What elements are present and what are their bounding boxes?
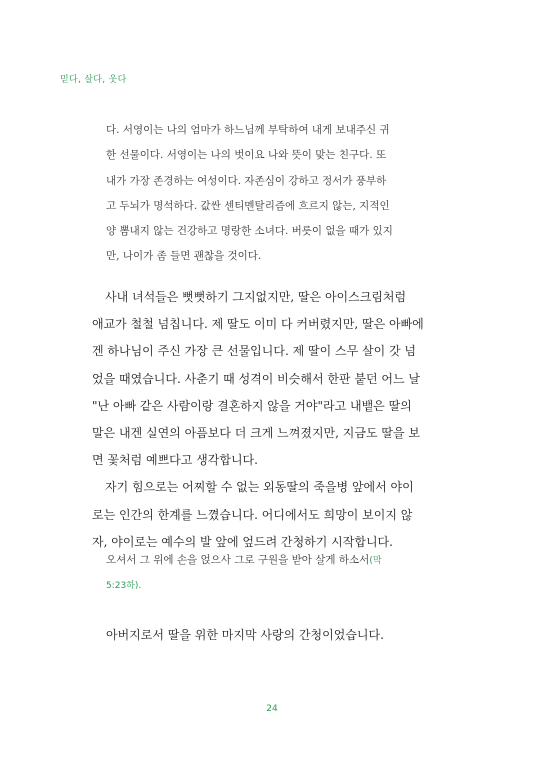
scripture-line — [106, 573, 436, 598]
body-line: 애교가 철철 넘칩니다. 제 딸도 이미 다 커버렸지만, 딸은 아빠에 — [92, 317, 424, 332]
scripture-reference: 5:23하). — [106, 581, 142, 591]
body-line: 자, 야이로는 예수의 발 앞에 엎드려 간청하기 시작합니다. — [92, 534, 393, 549]
body-line: 로는 인간의 한계를 느꼈습니다. 어디에서도 희망이 보이지 않 — [92, 507, 413, 522]
scripture-line — [106, 548, 436, 573]
quote-line: 다. 서영이는 나의 엄마가 하느님께 부탁하여 내게 보내주신 귀 — [106, 124, 390, 136]
body-line: 면 꽃처럼 예쁘다고 생각합니다. — [92, 453, 258, 468]
quote-line: 내가 가장 존경하는 여성이다. 자존심이 강하고 정서가 풍부하 — [106, 174, 387, 187]
diary-quote-block — [106, 118, 444, 270]
quote-line: 고 두뇌가 명석하다. 값싼 센티멘탈리즘에 흐르지 않는, 지적인 — [106, 199, 390, 212]
page-number: 24 — [266, 704, 278, 714]
body-line: "난 아빠 같은 사람이랑 결혼하지 않을 거야"라고 내뱉은 딸의 — [92, 398, 412, 413]
running-head: 믿다, 살다, 웃다 — [60, 75, 127, 85]
body-line: 사내 녀석들은 뻣뻣하기 그지없지만, 딸은 아이스크림처럼 — [105, 290, 407, 304]
quote-line: 양 뽐내지 않는 건강하고 명랑한 소녀다. 버릇이 없을 때가 있지 — [106, 225, 393, 238]
scripture-quote — [106, 548, 436, 598]
scripture-reference: (막 — [369, 556, 382, 566]
body-line: 자기 힘으로는 어찌할 수 없는 외동딸의 죽을병 앞에서 야이 — [105, 480, 414, 495]
body-line: 겐 하나님이 주신 가장 큰 선물입니다. 제 딸이 스무 살이 갓 넘 — [92, 344, 416, 359]
scripture-text: 오셔서 그 위에 손을 얹으사 그로 구원을 받아 살게 하소서 — [106, 554, 370, 566]
body-line: 었을 때였습니다. 사춘기 때 성격이 비슷해서 한판 붙던 어느 날 — [92, 371, 420, 386]
quote-line: 한 선물이다. 서영이는 나의 벗이요 나와 뜻이 맞는 친구다. 또 — [106, 149, 387, 162]
body-text — [92, 284, 462, 556]
body-line: 말은 내겐 실연의 아픔보다 더 크게 느껴졌지만, 지금도 딸을 보 — [92, 425, 420, 440]
quote-line: 만, 나이가 좀 들면 괜찮을 것이다. — [106, 250, 262, 263]
closing-line: 아버지로서 딸을 위한 마지막 사랑의 간청이었습니다. — [106, 628, 384, 642]
